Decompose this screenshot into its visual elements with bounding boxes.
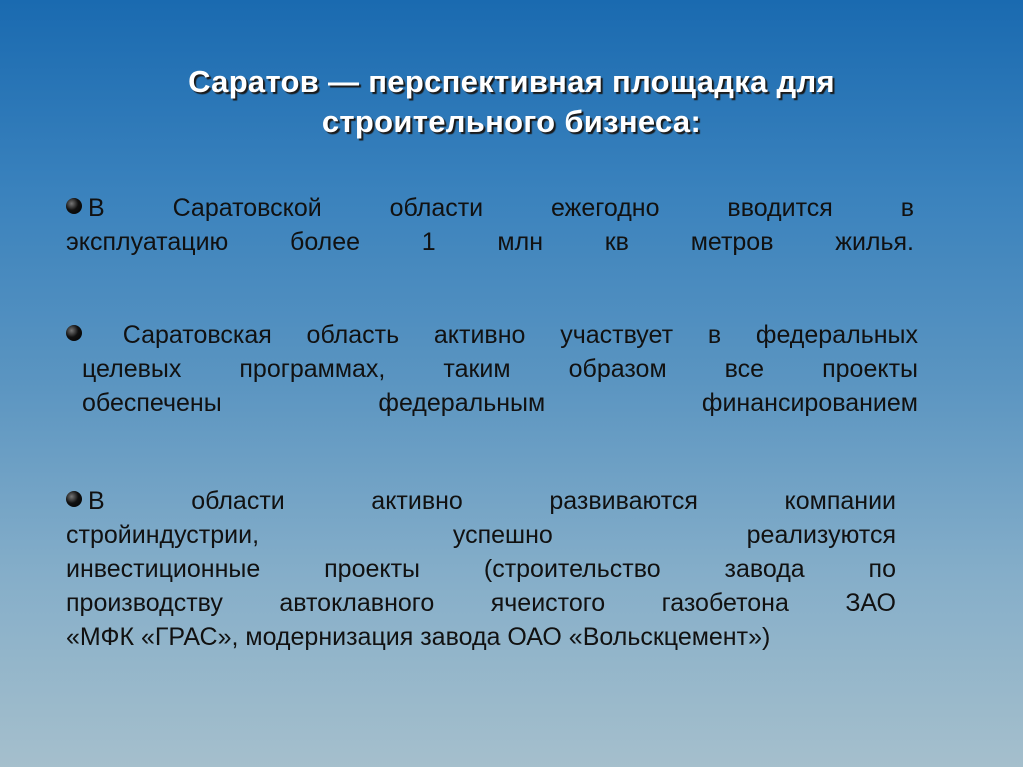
title-line-2: строительного бизнеса: (321, 104, 702, 139)
bullet-construction-industry (66, 484, 896, 654)
bullet-line: инвестиционные проекты (строительство завода по (66, 555, 896, 583)
bullet-line: стройиндустрии, успешно реализуются (66, 521, 896, 549)
bullet-dot-icon (66, 198, 82, 214)
bullet-line: В Саратовской области ежегодно вводится в (66, 191, 914, 225)
bullet-housing (66, 191, 914, 259)
bullet-line: «МФК «ГРАС», модернизация завода ОАО «Вольскцемент») (66, 623, 771, 651)
title-line-1: Саратов — перспективная площадка для (188, 64, 835, 99)
bullet-dot-icon (66, 325, 82, 341)
bullet-federal-programs (66, 318, 918, 420)
bullet-line: эксплуатацию более 1 млн кв метров жилья. (66, 228, 914, 256)
bullet-dot-icon (66, 491, 82, 507)
bullet-line: В области активно развиваются компании (66, 484, 896, 518)
bullet-line: обеспечены федеральным финансированием (82, 389, 918, 417)
bullet-line: Саратовская область активно участвует в федеральных (66, 318, 918, 352)
bullet-line: целевых программах, таким образом все проекты (82, 355, 918, 383)
bullet-line: производству автоклавного ячеистого газобетона ЗАО (66, 589, 896, 617)
slide-title (100, 62, 923, 142)
